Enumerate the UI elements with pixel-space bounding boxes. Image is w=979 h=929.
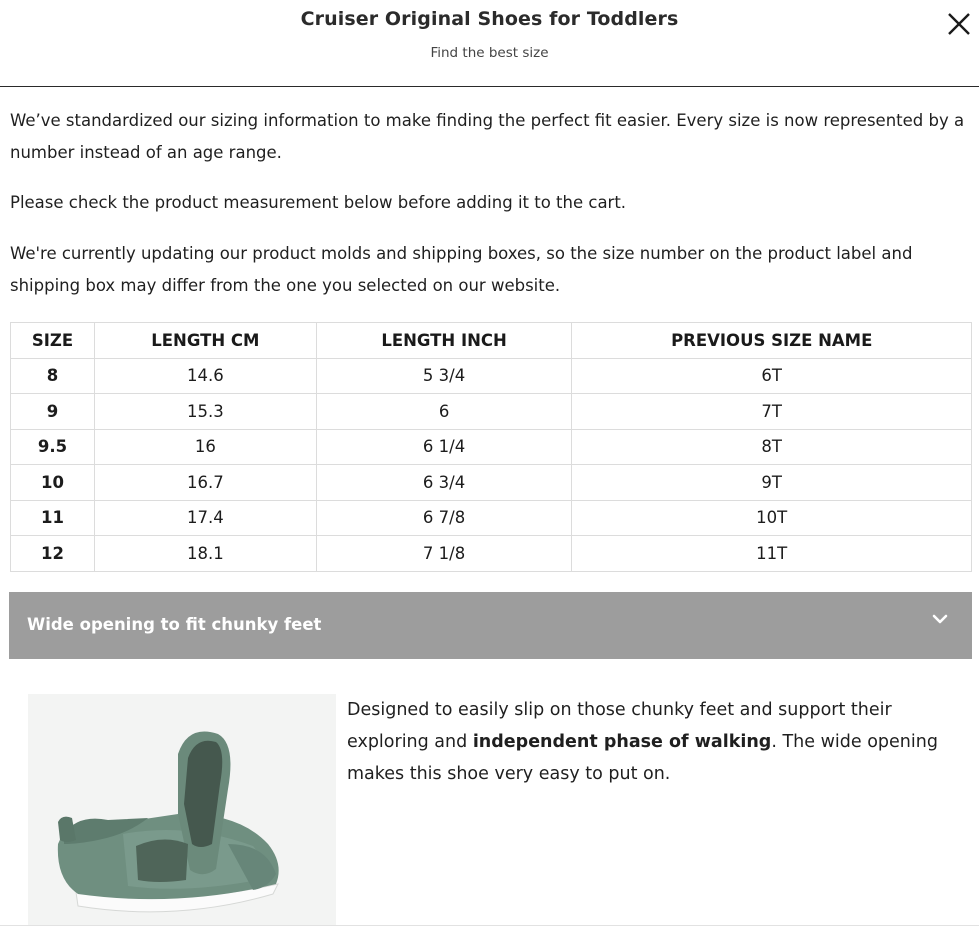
cell-size: 10 <box>11 465 95 501</box>
cell-previous-size: 11T <box>572 536 972 572</box>
intro-paragraph-updating: We're currently updating our product molds and shipping boxes, so the size number on the product label and shipping box may differ from the one you selected on our website. <box>10 244 913 295</box>
modal-title: Cruiser Original Shoes for Toddlers <box>300 8 679 30</box>
close-button[interactable] <box>944 9 974 39</box>
cell-length-inch: 6 3/4 <box>316 465 572 501</box>
table-row <box>11 500 972 536</box>
cell-length-cm: 15.3 <box>94 394 316 430</box>
feature-text-bold: independent phase of walking <box>472 732 772 752</box>
feature-text-before: Designed to easily slip on those chunky feet and support their exploring and <box>347 700 892 752</box>
intro-paragraph-standardized: We’ve standardized our sizing information to make finding the perfect fit easier. Every size is now represented by a number instead of an age range. <box>10 111 965 162</box>
cell-size: 11 <box>11 500 95 536</box>
table-row <box>11 358 972 394</box>
shoe-product-image <box>28 694 336 926</box>
chevron-down-icon[interactable] <box>931 612 949 626</box>
cell-length-inch: 6 <box>316 394 572 430</box>
cell-previous-size: 10T <box>572 500 972 536</box>
cell-length-inch: 6 1/4 <box>316 429 572 465</box>
header-length-inch: LENGTH INCH <box>316 323 572 359</box>
cell-size: 9 <box>11 394 95 430</box>
table-row <box>11 465 972 501</box>
cell-previous-size: 8T <box>572 429 972 465</box>
table-row <box>11 429 972 465</box>
cell-size: 12 <box>11 536 95 572</box>
cell-previous-size: 7T <box>572 394 972 430</box>
cell-length-inch: 7 1/8 <box>316 536 572 572</box>
modal-header <box>0 0 979 87</box>
cell-previous-size: 6T <box>572 358 972 394</box>
cell-length-cm: 16 <box>94 429 316 465</box>
cell-length-cm: 17.4 <box>94 500 316 536</box>
header-length-cm: LENGTH CM <box>94 323 316 359</box>
intro-paragraph-check: Please check the product measurement below before adding it to the cart. <box>10 193 627 212</box>
cell-size: 8 <box>11 358 95 394</box>
cell-length-cm: 18.1 <box>94 536 316 572</box>
bottom-divider <box>0 925 979 926</box>
cell-previous-size: 9T <box>572 465 972 501</box>
cell-length-cm: 14.6 <box>94 358 316 394</box>
feature-description <box>347 694 947 790</box>
table-header-row <box>11 323 972 359</box>
accordion-title: Wide opening to fit chunky feet <box>27 615 322 634</box>
cell-length-inch: 5 3/4 <box>316 358 572 394</box>
accordion-wide-opening[interactable] <box>9 592 972 659</box>
modal-subtitle: Find the best size <box>430 45 549 61</box>
header-previous-size: PREVIOUS SIZE NAME <box>572 323 972 359</box>
header-size: SIZE <box>11 323 95 359</box>
feature-text-after: . The wide opening makes this shoe very easy to put on. <box>347 732 938 784</box>
cell-size: 9.5 <box>11 429 95 465</box>
table-row <box>11 394 972 430</box>
table-row <box>11 536 972 572</box>
size-chart-table <box>10 322 972 572</box>
cell-length-inch: 6 7/8 <box>316 500 572 536</box>
cell-length-cm: 16.7 <box>94 465 316 501</box>
close-icon[interactable] <box>944 9 974 39</box>
